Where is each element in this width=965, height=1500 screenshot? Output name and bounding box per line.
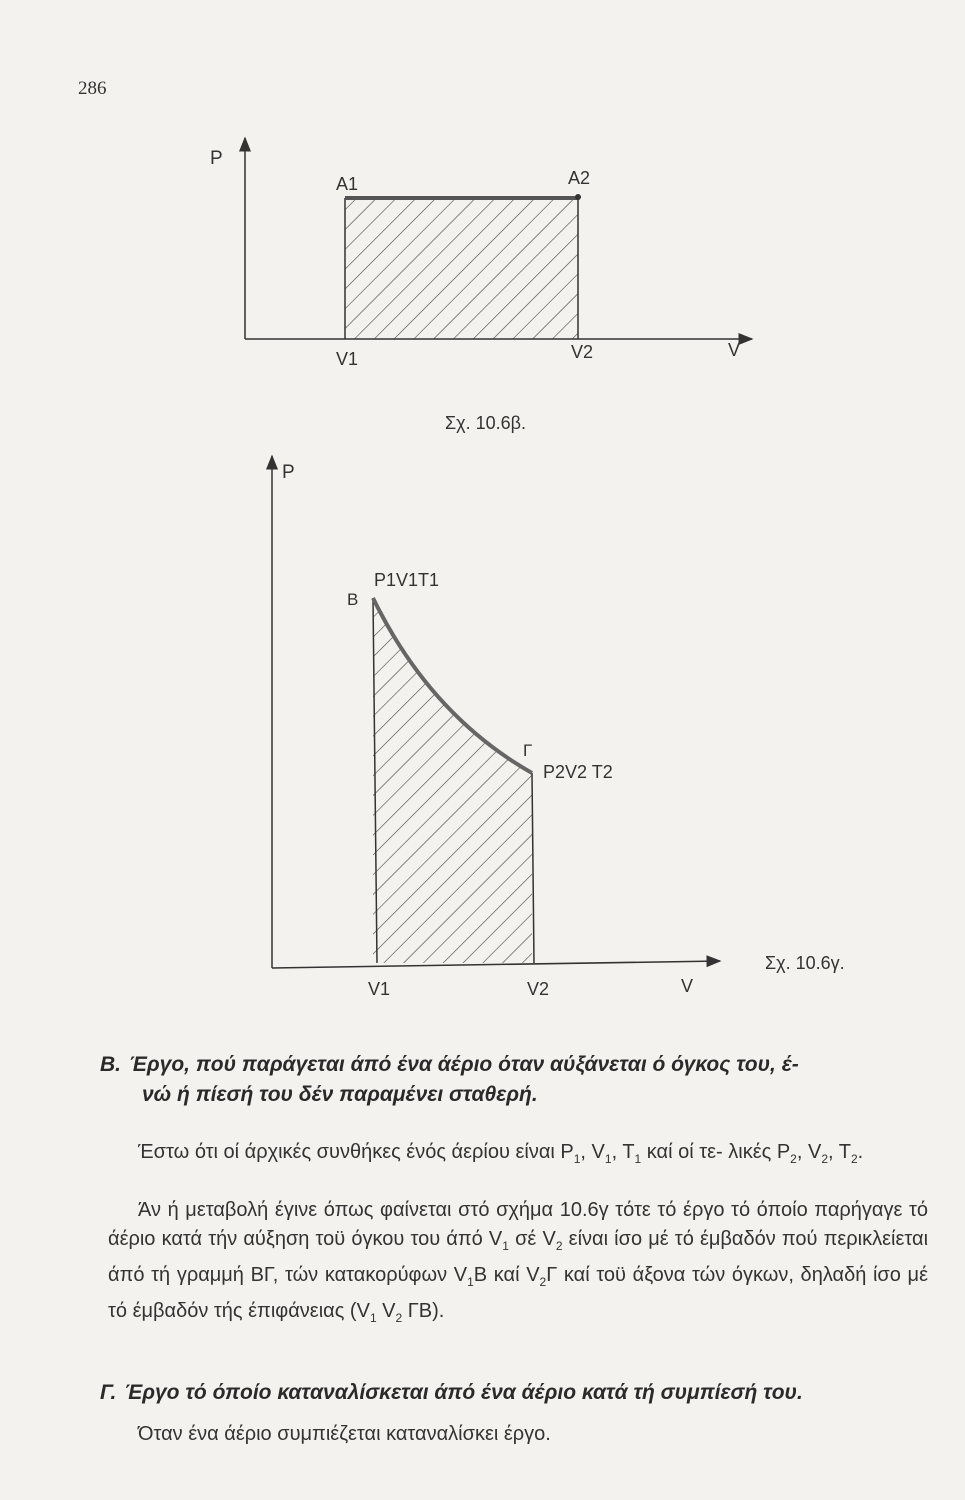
work-area-hatch [373,598,532,963]
state-label-1: P1V1T1 [374,570,440,590]
caption-10-6b: Σχ. 10.6β. [445,413,526,433]
section-b-title-line2: νώ ή πίεσή του δέν παραμένει σταθερή. [142,1083,538,1106]
axis-label-p: P [210,148,223,169]
work-area-hatch [345,198,578,339]
section-g-label: Γ. [100,1381,117,1404]
point-label-g: Γ [523,741,533,760]
state-label-2: P2V2 T2 [543,762,613,782]
point-a2-dot [575,194,581,200]
tick-label-v2: V2 [527,979,550,999]
point-label-a2: A2 [568,168,591,188]
point-label-a1: A1 [336,174,359,194]
page-number: 286 [78,78,107,99]
axis-label-v: V [681,976,694,996]
vertical-v2-line [532,773,534,963]
section-b-title-line1: Έργο, πού παράγεται άπό ένα άέριο όταν αύξάνεται ό όγκος του, έ- [129,1053,799,1076]
tick-label-v1: V1 [336,349,359,369]
section-b-label: Β. [100,1053,121,1076]
point-label-b: B [347,590,359,609]
section-b-heading [100,1050,930,1110]
tick-label-v1: V1 [368,979,391,999]
axis-label-v: V [728,340,741,360]
caption-10-6g: Σχ. 10.6γ. [765,953,845,973]
section-g-title: Έργο τό όποίο καταναλίσκεται άπό ένα άέριο κατά τή συμπίεσή του. [124,1381,803,1404]
section-g-heading [100,1378,930,1408]
paragraph-compression: Όταν ένα άέριο συμπιέζεται καταναλίσκει έργο. [138,1423,551,1445]
axis-label-p: P [282,462,295,483]
tick-label-v2: V2 [571,342,594,362]
figure-10-6g [0,450,965,1010]
paragraph-initial-conditions: Έστω ότι οί άρχικές συνθήκες ένός άερίου είναι $P_1$, $V_1$, $T_1$ καί οί τε- λικές $P_2$, $V_2$, $T_2$. [138,1141,864,1166]
paragraph-work-area: Άν ή μεταβολή έγινε όπως φαίνεται στό σχήμα 10.6γ τότε τό έργο τό όποίο παρήγαγε τό άέριο κατά τήν αύξηση τοϋ όγκου του άπό $V_1$ σέ $V_2$ είναι ίσο μέ τό έμβαδόν πού περικλείεται άπό τή γραμμή ΒΓ, τών κατακορύφων $V_1B$ καί $V_2\Gamma$ καί τοϋ άξονα τών όγκων, δηλαδή ίσο μέ τό έμβαδόν τής έπιφάνειας ($V_1$ $V_2$ ΓΒ). [108,1199,929,1325]
